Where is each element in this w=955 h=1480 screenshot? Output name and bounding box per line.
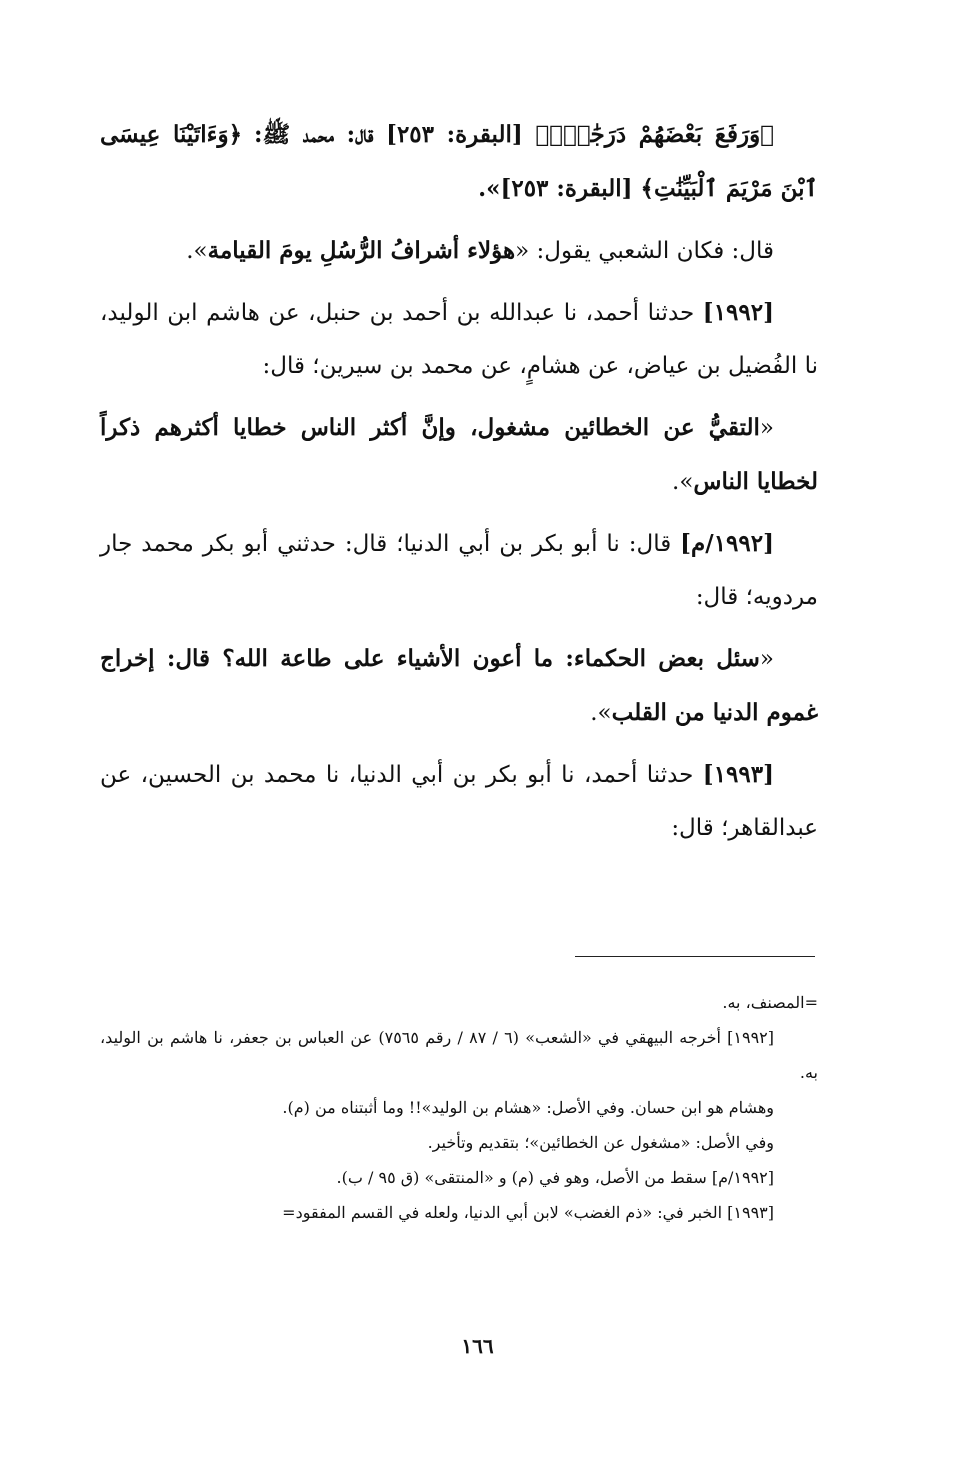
shabi-quote: هؤلاء أشرافُ الرُّسُلِ يومَ القيامة [207, 237, 516, 264]
quran-verse-line-2: ﴿وَءَاتَيْنَا عِيسَى ٱبْنَ مَرْيَمَ ٱلْبَيِّنَٰتِ﴾ [البقرة: ٢٥٣]». [100, 121, 818, 202]
footnote-continuation: =المصنف، به. [722, 993, 818, 1012]
hadith-1992-chain: حدثنا أحمد، نا عبدالله بن أحمد بن حنبل، عن هاشم ابن الوليد، نا الفُضيل بن عياض، عن هشامٍ، عن محمد بن سيرين؛ قال: [100, 300, 818, 379]
footnote-asl: وفي الأصل: «مشغول عن الخطائين»؛ بتقديم وتأخير. [427, 1133, 774, 1152]
footnote-1993: [١٩٩٣] الخبر في: «ذم الغضب» لابن أبي الدنيا، ولعله في القسم المفقود= [282, 1203, 774, 1222]
quote-open: « [759, 646, 774, 672]
hadith-1992-isnad [100, 286, 818, 393]
footnote-1992m: [١٩٩٢/م] سقط من الأصل، وهو في (م) و «المنتقى» (ق ٩٥ / ب). [336, 1168, 774, 1187]
footnotes [100, 985, 818, 1230]
quote-close: ». [590, 700, 612, 726]
quote-close: ». [672, 469, 694, 495]
hadith-1992-text: التقيُّ عن الخطائين مشغول، وإنَّ أكثر الناس خطايا أكثرهم ذكراً لخطايا الناس [100, 414, 818, 495]
shabi-prefix: قال: فكان الشعبي يقول: « [515, 238, 774, 264]
footnote-1992: [١٩٩٢] أخرجه البيهقي في «الشعب» (٦ / ٨٧ / رقم ٧٥٦٥) عن العباس بن جعفر، نا هاشم بن الوليد، به. [100, 1028, 818, 1082]
hadith-1992-number: [١٩٩٢] [702, 299, 774, 326]
shabi-suffix: ». [186, 238, 208, 264]
footnote-separator [575, 956, 815, 957]
hadith-1993-chain: حدثنا أحمد، نا أبو بكر بن أبي الدنيا، نا محمد بن الحسين، عن عبدالقاهر؛ قال: [100, 762, 818, 841]
hadith-1993-number: [١٩٩٣] [702, 761, 774, 788]
shabi-saying-paragraph [100, 224, 818, 278]
hadith-1992m-number: [١٩٩٢/م] [680, 530, 774, 557]
hadith-1992m-isnad [100, 517, 818, 624]
quran-verse-line-1: ﴿وَرَفَعَ بَعْضَهُمْ دَرَجَٰتٍۚ﴾ [البقرة: ٢٥٣] قال: محمد ﷺ: [254, 121, 774, 148]
hadith-1992m-chain: قال: نا أبو بكر بن أبي الدنيا؛ قال: حدثني أبو بكر محمد جار مردويه؛ قال: [100, 531, 818, 610]
page-number: ١٦٦ [461, 1334, 494, 1358]
hadith-1992m-text: سئل بعض الحكماء: ما أعون الأشياء على طاعة الله؟ قال: إخراج غموم الدنيا من القلب [100, 645, 818, 726]
hadith-1992m-matn [100, 632, 818, 740]
quran-citation-paragraph [100, 108, 818, 216]
footnote-hisham: وهشام هو ابن حسان. وفي الأصل: «هشام بن الوليد»!! وما أثبتناه من (م). [282, 1098, 774, 1117]
hadith-1992-matn [100, 401, 818, 509]
quote-open: « [759, 415, 774, 441]
main-text [100, 108, 818, 863]
hadith-1993-isnad [100, 748, 818, 855]
